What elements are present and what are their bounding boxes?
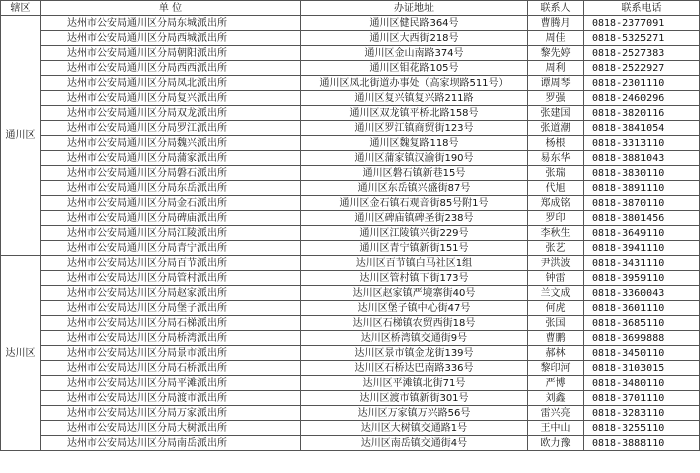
address-cell: 通川区罗江镇商贸街123号 [301, 121, 528, 136]
unit-cell: 达州市公安局通川区分局罗江派出所 [41, 121, 301, 136]
contact-cell: 罗印 [528, 211, 584, 226]
address-cell: 通川区东岳镇兴盛街87号 [301, 181, 528, 196]
table-row [1, 316, 700, 331]
unit-cell: 达州市公安局达川区分局百节派出所 [41, 256, 301, 271]
contact-cell: 黎印河 [528, 361, 584, 376]
phone-cell: 0818-3431110 [584, 256, 700, 271]
table-row [1, 166, 700, 181]
table-row [1, 271, 700, 286]
contact-cell: 谭周琴 [528, 76, 584, 91]
phone-cell: 0818-3891110 [584, 181, 700, 196]
phone-cell: 0818-3888110 [584, 436, 700, 451]
phone-cell: 0818-3649110 [584, 226, 700, 241]
phone-cell: 0818-3699888 [584, 331, 700, 346]
table-row [1, 301, 700, 316]
unit-cell: 达州市公安局通川区分局东城派出所 [41, 16, 301, 31]
address-cell: 通川区金山南路374号 [301, 46, 528, 61]
unit-cell: 达州市公安局达川区分局赵家派出所 [41, 286, 301, 301]
phone-cell: 0818-2527383 [584, 46, 700, 61]
contact-cell: 张艺 [528, 241, 584, 256]
unit-cell: 达州市公安局达川区分局南岳派出所 [41, 436, 301, 451]
address-cell: 达川区桥湾镇交通街9号 [301, 331, 528, 346]
unit-cell: 达州市公安局通川区分局金石派出所 [41, 196, 301, 211]
contact-cell: 罗强 [528, 91, 584, 106]
contact-cell: 张道潮 [528, 121, 584, 136]
address-cell: 通川区凤北街道办事处（高家坝路511号） [301, 76, 528, 91]
table-row [1, 61, 700, 76]
contact-cell: 严博 [528, 376, 584, 391]
address-cell: 达川区百节镇白马社区1组 [301, 256, 528, 271]
address-cell: 达川区渡市镇新街301号 [301, 391, 528, 406]
unit-cell: 达州市公安局达川区分局渡市派出所 [41, 391, 301, 406]
contact-cell: 何虎 [528, 301, 584, 316]
phone-cell: 0818-3801456 [584, 211, 700, 226]
table-row [1, 181, 700, 196]
contact-cell: 杨根 [528, 136, 584, 151]
header-address: 办证地址 [301, 1, 528, 16]
unit-cell: 达州市公安局通川区分局蒲家派出所 [41, 151, 301, 166]
address-cell: 达川区石桥达巴南路336号 [301, 361, 528, 376]
contact-cell: 兰文成 [528, 286, 584, 301]
unit-cell: 达州市公安局达川区分局石桥派出所 [41, 361, 301, 376]
table-header-row [1, 1, 700, 16]
phone-cell: 0818-2522927 [584, 61, 700, 76]
phone-cell: 0818-3601110 [584, 301, 700, 316]
table-row [1, 196, 700, 211]
address-cell: 通川区魏复路118号 [301, 136, 528, 151]
table-row [1, 241, 700, 256]
table-row [1, 91, 700, 106]
unit-cell: 达州市公安局达川区分局万家派出所 [41, 406, 301, 421]
table-row [1, 16, 700, 31]
table-row [1, 256, 700, 271]
contact-cell: 曹腾月 [528, 16, 584, 31]
contact-cell: 王中山 [528, 421, 584, 436]
phone-cell: 0818-3701110 [584, 391, 700, 406]
phone-cell: 0818-3685110 [584, 316, 700, 331]
address-cell: 达川区赵家镇严境寨街40号 [301, 286, 528, 301]
unit-cell: 达州市公安局通川区分局磐石派出所 [41, 166, 301, 181]
contact-cell: 欧力豫 [528, 436, 584, 451]
address-cell: 达川区管村镇下街173号 [301, 271, 528, 286]
contact-cell: 周利 [528, 61, 584, 76]
address-cell: 通川区磐石镇新巷15号 [301, 166, 528, 181]
table-row [1, 211, 700, 226]
address-cell: 通川区碑庙镇碑圣街238号 [301, 211, 528, 226]
phone-cell: 0818-3820116 [584, 106, 700, 121]
contact-cell: 郝林 [528, 346, 584, 361]
phone-cell: 0818-2301110 [584, 76, 700, 91]
unit-cell: 达州市公安局通川区分局青宁派出所 [41, 241, 301, 256]
phone-cell: 0818-3881043 [584, 151, 700, 166]
phone-cell: 0818-3360043 [584, 286, 700, 301]
header-unit: 单 位 [41, 1, 301, 16]
phone-cell: 0818-2377091 [584, 16, 700, 31]
header-phone: 联系电话 [584, 1, 700, 16]
address-cell: 达川区大树镇交通路1号 [301, 421, 528, 436]
contact-cell: 刘鑫 [528, 391, 584, 406]
unit-cell: 达州市公安局达川区分局堡子派出所 [41, 301, 301, 316]
contact-cell: 张建国 [528, 106, 584, 121]
table-row [1, 151, 700, 166]
contact-cell: 尹洪波 [528, 256, 584, 271]
phone-cell: 0818-5325271 [584, 31, 700, 46]
table-row [1, 121, 700, 136]
unit-cell: 达州市公安局通川区分局复兴派出所 [41, 91, 301, 106]
table-row [1, 391, 700, 406]
table-row [1, 106, 700, 121]
address-cell: 通川区江陵镇兴街229号 [301, 226, 528, 241]
unit-cell: 达州市公安局通川区分局碑庙派出所 [41, 211, 301, 226]
address-cell: 达川区景市镇金龙街139号 [301, 346, 528, 361]
unit-cell: 达州市公安局达川区分局石梯派出所 [41, 316, 301, 331]
address-cell: 通川区青宁镇新街151号 [301, 241, 528, 256]
district-cell: 达川区 [1, 256, 41, 451]
phone-cell: 0818-3255110 [584, 421, 700, 436]
unit-cell: 达州市公安局通川区分局魏兴派出所 [41, 136, 301, 151]
contact-cell: 雷兴亮 [528, 406, 584, 421]
unit-cell: 达州市公安局达川区分局大树派出所 [41, 421, 301, 436]
address-cell: 达川区平滩镇北街71号 [301, 376, 528, 391]
address-cell: 达川区石梯镇农贸西街18号 [301, 316, 528, 331]
phone-cell: 0818-3450110 [584, 346, 700, 361]
contact-cell: 代旭 [528, 181, 584, 196]
table-row [1, 31, 700, 46]
phone-cell: 0818-3103015 [584, 361, 700, 376]
table-row [1, 346, 700, 361]
district-cell: 通川区 [1, 16, 41, 256]
table-row [1, 421, 700, 436]
address-cell: 通川区蒲家镇汉渝街190号 [301, 151, 528, 166]
unit-cell: 达州市公安局通川区分局双龙派出所 [41, 106, 301, 121]
phone-cell: 0818-3830110 [584, 166, 700, 181]
table-row [1, 436, 700, 451]
unit-cell: 达州市公安局达川区分局管村派出所 [41, 271, 301, 286]
contact-cell: 周佳 [528, 31, 584, 46]
phone-cell: 0818-3313110 [584, 136, 700, 151]
table-row [1, 226, 700, 241]
contact-cell: 张瑞 [528, 166, 584, 181]
table-body [1, 16, 700, 451]
address-cell: 通川区钼花路105号 [301, 61, 528, 76]
table-row [1, 406, 700, 421]
table-row [1, 331, 700, 346]
unit-cell: 达州市公安局通川区分局朝阳派出所 [41, 46, 301, 61]
address-cell: 达川区南岳镇交通街4号 [301, 436, 528, 451]
contact-cell: 曹鹏 [528, 331, 584, 346]
table-row [1, 376, 700, 391]
table-row [1, 76, 700, 91]
phone-cell: 0818-3959110 [584, 271, 700, 286]
unit-cell: 达州市公安局通川区分局江陵派出所 [41, 226, 301, 241]
unit-cell: 达州市公安局达川区分局平滩派出所 [41, 376, 301, 391]
table-row [1, 286, 700, 301]
address-cell: 达川区万家镇万兴路56号 [301, 406, 528, 421]
address-cell: 通川区大西街218号 [301, 31, 528, 46]
address-cell: 通川区健民路364号 [301, 16, 528, 31]
table-row [1, 136, 700, 151]
contact-cell: 郑成铭 [528, 196, 584, 211]
address-cell: 达川区堡子镇中心街47号 [301, 301, 528, 316]
unit-cell: 达州市公安局通川区分局凤北派出所 [41, 76, 301, 91]
header-district: 辖区 [1, 1, 41, 16]
address-cell: 通川区复兴镇复兴路211路 [301, 91, 528, 106]
contact-cell: 黎先婷 [528, 46, 584, 61]
address-cell: 通川区金石镇石观音街85号附1号 [301, 196, 528, 211]
phone-cell: 0818-2460296 [584, 91, 700, 106]
header-contact: 联系人 [528, 1, 584, 16]
address-cell: 通川区双龙镇平桥北路158号 [301, 106, 528, 121]
phone-cell: 0818-3870110 [584, 196, 700, 211]
table-row [1, 46, 700, 61]
unit-cell: 达州市公安局达川区分局桥湾派出所 [41, 331, 301, 346]
phone-cell: 0818-3283110 [584, 406, 700, 421]
phone-cell: 0818-3480110 [584, 376, 700, 391]
contact-cell: 钟雷 [528, 271, 584, 286]
table-row [1, 361, 700, 376]
unit-cell: 达州市公安局通川区分局西西派出所 [41, 61, 301, 76]
contact-cell: 李秋生 [528, 226, 584, 241]
unit-cell: 达州市公安局达川区分局景市派出所 [41, 346, 301, 361]
unit-cell: 达州市公安局通川区分局东岳派出所 [41, 181, 301, 196]
phone-cell: 0818-3841054 [584, 121, 700, 136]
unit-cell: 达州市公安局通川区分局西城派出所 [41, 31, 301, 46]
contact-cell: 易东华 [528, 151, 584, 166]
phone-cell: 0818-3941110 [584, 241, 700, 256]
contact-cell: 张国 [528, 316, 584, 331]
